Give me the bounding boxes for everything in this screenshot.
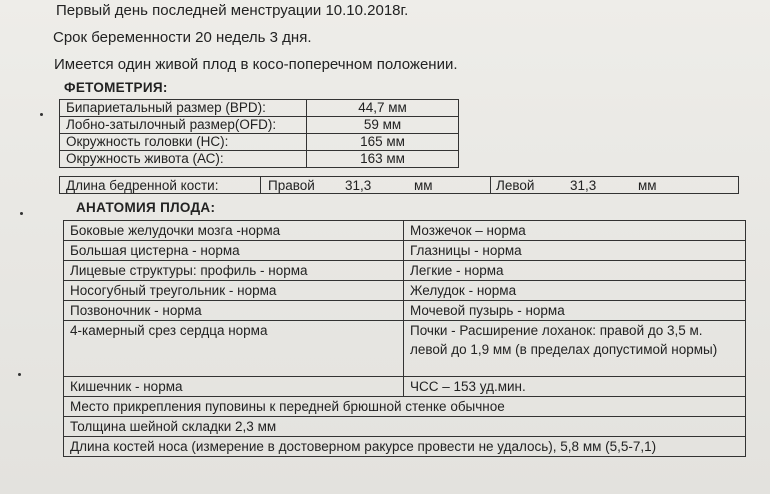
fetus-line: Имеется один живой плод в косо-поперечном положении. [54, 56, 458, 73]
table-row [60, 117, 459, 134]
femur-divider [490, 176, 491, 194]
anatomy-cell: Большая цистерна - норма [64, 241, 404, 261]
table-row [64, 221, 746, 241]
table-row [64, 301, 746, 321]
ink-dot [20, 212, 23, 215]
gestation-line: Срок беременности 20 недель 3 дня. [53, 29, 312, 46]
fetometry-value: 44,7 мм [307, 100, 459, 117]
table-row [64, 241, 746, 261]
table-row [64, 397, 746, 417]
table-row [64, 321, 746, 377]
fetometry-label: Бипариетальный размер (BPD): [60, 100, 307, 117]
fetometry-table [59, 99, 459, 168]
anatomy-cell: ЧСС – 153 уд.мин. [404, 377, 746, 397]
anatomy-cell: Лицевые структуры: профиль - норма [64, 261, 404, 281]
ink-dot [18, 373, 21, 376]
femur-right-label: Правой [268, 178, 315, 193]
femur-length-row [59, 176, 739, 194]
table-row [60, 134, 459, 151]
anatomy-cell: Мочевой пузырь - норма [404, 301, 746, 321]
anatomy-heading: АНАТОМИЯ ПЛОДА: [76, 200, 216, 215]
fetometry-label: Окружность живота (АС): [60, 151, 307, 168]
fetometry-heading: ФЕТОМЕТРИЯ: [64, 80, 168, 95]
lmp-line: Первый день последней менструации 10.10.2018г. [56, 2, 409, 19]
anatomy-full-cell: Длина костей носа (измерение в достоверном ракурсе провести не удалось), 5,8 мм (5,5-7,1) [64, 437, 746, 457]
table-row [64, 437, 746, 457]
anatomy-table [63, 220, 746, 457]
anatomy-cell: Мозжечок – норма [404, 221, 746, 241]
anatomy-cell: Боковые желудочки мозга -норма [64, 221, 404, 241]
table-row [64, 377, 746, 397]
anatomy-cell: Почки - Расширение лоханок: правой до 3,5 м. левой до 1,9 мм (в пределах допустимой нормы) [404, 321, 746, 377]
ink-dot [40, 113, 43, 116]
femur-left-label: Левой [496, 178, 535, 193]
femur-label: Длина бедренной кости: [66, 178, 219, 193]
anatomy-cell: Кишечник - норма [64, 377, 404, 397]
fetometry-label: Окружность головки (НС): [60, 134, 307, 151]
fetometry-label: Лобно-затылочный размер(OFD): [60, 117, 307, 134]
table-row [60, 151, 459, 168]
femur-divider [260, 176, 261, 194]
table-row [64, 417, 746, 437]
femur-right-value: 31,3 [345, 178, 372, 193]
fetometry-value: 163 мм [307, 151, 459, 168]
anatomy-cell: 4-камерный срез сердца норма [64, 321, 404, 377]
table-row [64, 281, 746, 301]
anatomy-full-cell: Место прикрепления пуповины к передней брюшной стенке обычное [64, 397, 746, 417]
anatomy-cell: Позвоночник - норма [64, 301, 404, 321]
fetometry-value: 165 мм [307, 134, 459, 151]
table-row [64, 261, 746, 281]
femur-left-unit: мм [638, 178, 657, 193]
table-row [60, 100, 459, 117]
anatomy-cell: Желудок - норма [404, 281, 746, 301]
femur-left-value: 31,3 [570, 178, 597, 193]
anatomy-cell: Носогубный треугольник - норма [64, 281, 404, 301]
anatomy-full-cell: Толщина шейной складки 2,3 мм [64, 417, 746, 437]
fetometry-value: 59 мм [307, 117, 459, 134]
anatomy-cell: Глазницы - норма [404, 241, 746, 261]
anatomy-cell: Легкие - норма [404, 261, 746, 281]
femur-right-unit: мм [414, 178, 433, 193]
